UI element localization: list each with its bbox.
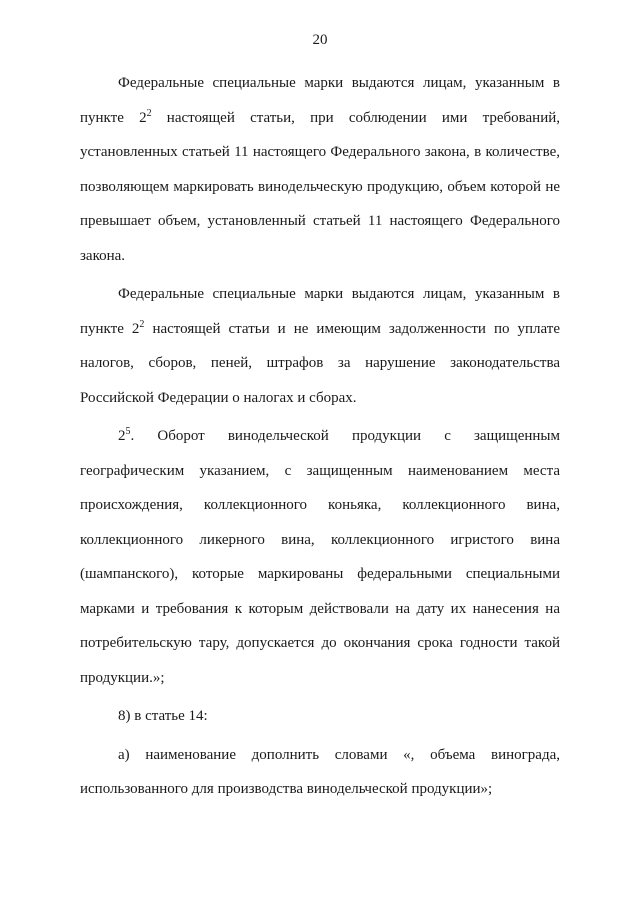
paragraph-text: . Оборот винодельческой продукции с защищенным географическим указанием, с защищенным наименованием места происхождения, коллекционного коньяка, коллекционного вина, коллекционного ликерного вина, коллекционного игристого вина (шампанского), которые маркированы федеральными специальными марками и требования к которым действовали на дату их нанесения на потребительскую тару, допускается до окончания срока годности такой продукции.»; <box>80 428 560 686</box>
paragraph-text: 8) в статье 14: <box>118 708 208 724</box>
paragraph-text: настоящей статьи, при соблюдении ими требований, установленных статьей 11 настоящего Федерального закона, в количестве, позволяющем маркировать винодельческую продукцию, объем которой не превышает объем, установленный статьей 11 настоящего Федерального закона. <box>80 109 560 264</box>
paragraph-text: а) наименование дополнить словами «, объема винограда, использованного для производства винодельческой продукции»; <box>80 746 560 797</box>
superscript: 5 <box>125 426 131 437</box>
paragraph-text: Федеральные специальные марки выдаются лицам, указанным в пункте 2 <box>80 286 560 337</box>
paragraph-text: 2 <box>118 428 126 444</box>
paragraph-marks-issue-requirements <box>80 66 560 273</box>
paragraph-item-8-a <box>80 738 560 807</box>
paragraph-text: настоящей статьи и не имеющим задолженности по уплате налогов, сборов, пеней, штрафов за нарушение законодательства Российской Федерации о налогах и сборах. <box>80 320 561 406</box>
page-number: 20 <box>312 32 328 48</box>
paragraph-clause-2-5 <box>80 419 560 695</box>
document-body <box>80 66 560 807</box>
superscript: 2 <box>146 107 152 119</box>
superscript: 2 <box>139 318 145 330</box>
paragraph-text: Федеральные специальные марки выдаются лицам, указанным в пункте 2 <box>80 75 560 126</box>
paragraph-marks-issue-no-debts <box>80 277 560 415</box>
paragraph-item-8 <box>80 699 560 734</box>
